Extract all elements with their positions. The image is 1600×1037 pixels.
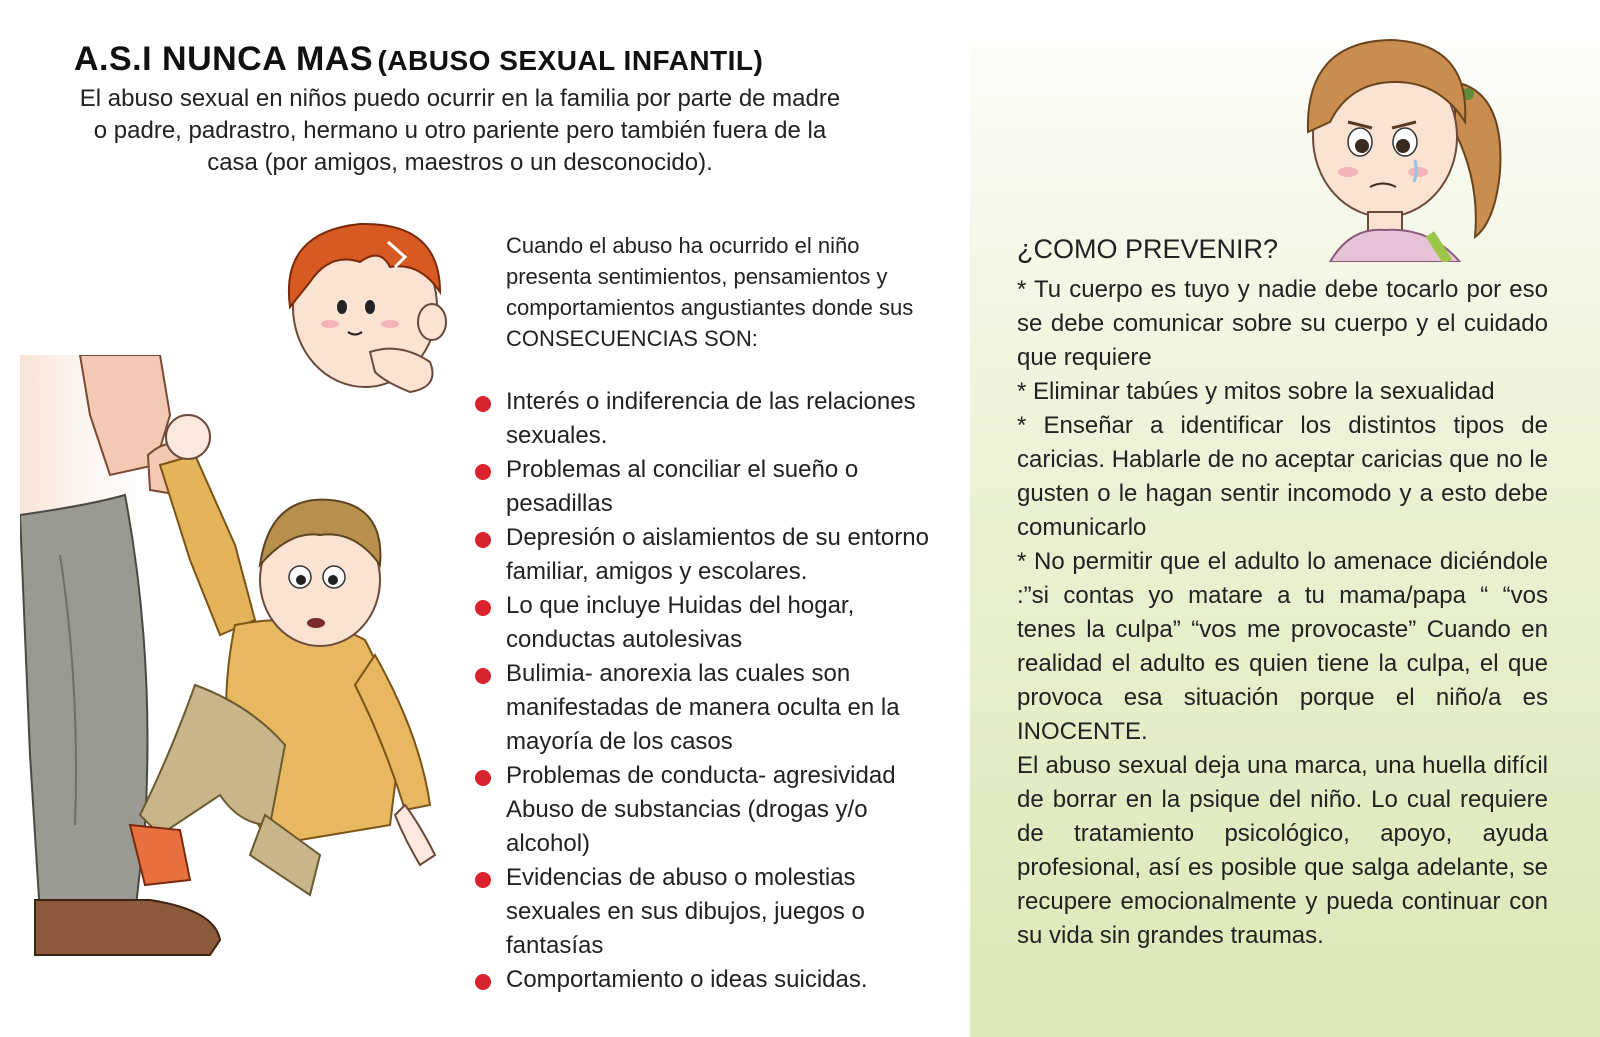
list-item [475,453,945,521]
red-bullet-icon [475,770,491,786]
title-sub: (ABUSO SEXUAL INFANTIL) [377,45,764,76]
prevention-body [1017,273,1548,953]
consequences-list [475,385,945,997]
red-bullet-icon [475,532,491,548]
list-item-text: Depresión o aislamientos de su entorno familiar, amigos y escolares. [506,524,929,585]
list-item [475,759,945,861]
list-item-text: Interés o indiferencia de las relaciones sexuales. [506,388,916,449]
intro-paragraph: El abuso sexual en niños puedo ocurrir en la familia por parte de madre o padre, padrastro, hermano u otro pariente pero también fuera de la casa (por amigos, maestros o un desconocido). [79,85,841,176]
prevention-paragraph: * Tu cuerpo es tuyo y nadie debe tocarlo por eso se debe comunicar sobre su cuerpo y el cuidado que requiere [1017,276,1548,371]
red-bullet-icon [475,396,491,412]
red-bullet-icon [475,974,491,990]
red-bullet-icon [475,668,491,684]
list-item [475,861,945,963]
crying-girl-illustration [1290,22,1520,262]
list-item-text: Lo que incluye Huidas del hogar, conductas autolesivas [506,592,855,653]
list-item-text: Problemas al conciliar el sueño o pesadillas [506,456,859,517]
page-title [74,40,763,79]
consequences-intro: Cuando el abuso ha ocurrido el niño presenta sentimientos, pensamientos y comportamientos angustiantes donde sus CONSECUENCIAS SON: [506,233,914,351]
list-item [475,589,945,657]
adult-dragging-child-illustration [20,355,470,975]
list-item [475,385,945,453]
red-bullet-icon [475,600,491,616]
list-item-text: Evidencias de abuso o molestias sexuales en sus dibujos, juegos o fantasías [506,864,865,959]
list-item-text: Bulimia- anorexia las cuales son manifestadas de manera oculta en la mayoría de los casos [506,660,900,755]
prevention-paragraph: * Enseñar a identificar los distintos tipos de caricias. Hablarle de no aceptar caricias que no le gusten o le hagan sentir incomodo y a esto debe comunicarlo [1017,412,1548,541]
red-bullet-icon [475,872,491,888]
prevention-paragraph: * No permitir que el adulto lo amenace diciéndole :”si contas yo matare a tu mama/papa “ “vos tenes la culpa” “vos me provocaste” Cuando en realidad el adulto es quien tiene la culpa, el que provoca esa situación porque el niño/a es INOCENTE. [1017,548,1548,745]
prevention-title: ¿COMO PREVENIR? [1017,234,1279,264]
red-bullet-icon [475,464,491,480]
prevention-paragraph: El abuso sexual deja una marca, una huella difícil de borrar en la psique del niño. Lo cual requiere de tratamiento psicológico, apoyo, ayuda profesional, así es posible que salga adelante, se recupere emocionalmente y pueda continuar con su vida sin grandes traumas. [1017,752,1548,949]
title-main: A.S.I NUNCA MAS [74,40,374,78]
prevention-paragraph: * Eliminar tabúes y mitos sobre la sexualidad [1017,378,1495,405]
list-item-text: Comportamiento o ideas suicidas. [506,966,868,993]
list-item [475,521,945,589]
worried-boy-illustration [270,212,460,412]
list-item [475,657,945,759]
list-item-text: Problemas de conducta- agresividad Abuso de substancias (drogas y/o alcohol) [506,762,896,857]
list-item [475,963,945,997]
